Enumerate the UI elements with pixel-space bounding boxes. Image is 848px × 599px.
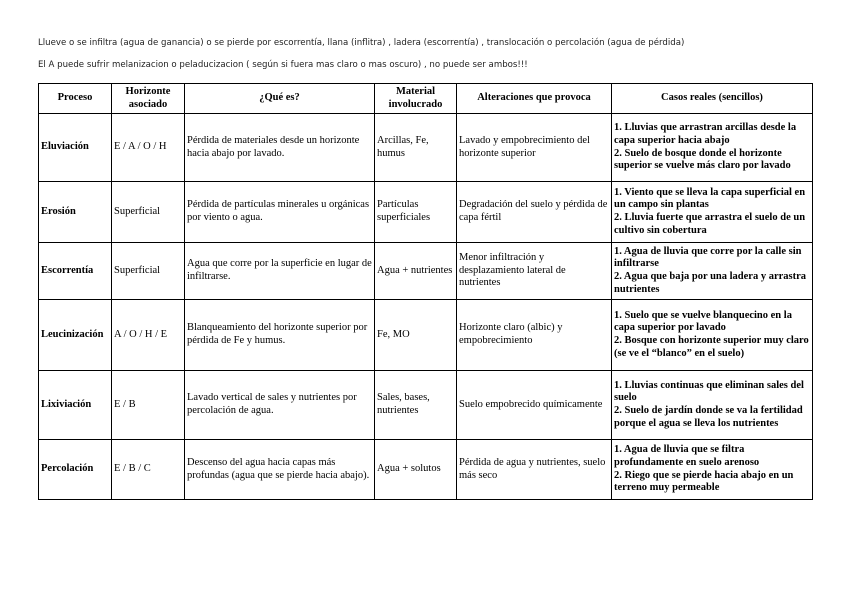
cell-que-es: Lavado vertical de sales y nutrientes por percolación de agua. [185, 371, 375, 440]
cell-alteraciones: Pérdida de agua y nutrientes, suelo más seco [457, 440, 612, 500]
cell-horizonte: E / B / C [112, 440, 185, 500]
cell-que-es: Agua que corre por la superficie en lugar de infiltrarse. [185, 243, 375, 300]
cell-proceso: Lixiviación [39, 371, 112, 440]
cell-alteraciones: Horizonte claro (albic) y empobrecimiento [457, 300, 612, 371]
cell-que-es: Blanqueamiento del horizonte superior por pérdida de Fe y humus. [185, 300, 375, 371]
note-line-2: El A puede sufrir melanizacion o peladucizacion ( según si fuera mas claro o mas oscuro) , no puede ser ambos!!! [38, 60, 528, 70]
header-que-es: ¿Qué es? [185, 84, 375, 114]
cell-horizonte: Superficial [112, 182, 185, 243]
caso-1: 1. Viento que se lleva la capa superficial en un campo sin plantas [614, 186, 806, 211]
cell-casos [612, 371, 813, 440]
cell-material: Partículas superficiales [375, 182, 457, 243]
caso-2: 2. Bosque con horizonte superior muy claro (se ve el “blanco” en el suelo) [614, 335, 809, 359]
header-alteraciones: Alteraciones que provoca [457, 84, 612, 114]
caso-1: 1. Lluvias que arrastran arcillas desde la capa superior hacia abajo [614, 122, 797, 146]
table-row [39, 300, 813, 371]
cell-que-es: Pérdida de materiales desde un horizonte hacia abajo por lavado. [185, 114, 375, 182]
cell-horizonte: A / O / H / E [112, 300, 185, 371]
header-material: Material involucrado [375, 84, 457, 114]
note-line-1: Llueve o se infiltra (agua de ganancia) o se pierde por escorrentía, llana (inflitra) , ladera (escorrentía) , translocación o percolación (agua de pérdida) [38, 38, 685, 48]
header-proceso: Proceso [39, 84, 112, 114]
caso-1: 1. Agua de lluvia que corre por la calle sin infiltrarse [614, 245, 802, 270]
header-horizonte: Horizonte asociado [112, 84, 185, 114]
header-casos: Casos reales (sencillos) [612, 84, 813, 114]
cell-horizonte: E / A / O / H [112, 114, 185, 182]
caso-2: 2. Suelo de bosque donde el horizonte superior se vuelve más claro por lavado [614, 147, 791, 172]
cell-material: Arcillas, Fe, humus [375, 114, 457, 182]
cell-proceso: Escorrentía [39, 243, 112, 300]
cell-horizonte: Superficial [112, 243, 185, 300]
table-row [39, 182, 813, 243]
cell-alteraciones: Lavado y empobrecimiento del horizonte superior [457, 114, 612, 182]
soil-processes-table [38, 83, 813, 500]
cell-alteraciones: Degradación del suelo y pérdida de capa fértil [457, 182, 612, 243]
cell-casos [612, 114, 813, 182]
caso-2: 2. Agua que baja por una ladera y arrastra nutrientes [614, 271, 807, 295]
caso-1: 1. Agua de lluvia que se filtra profundamente en suelo arenoso [614, 444, 760, 468]
cell-proceso: Erosión [39, 182, 112, 243]
cell-horizonte: E / B [112, 371, 185, 440]
cell-alteraciones: Suelo empobrecido químicamente [457, 371, 612, 440]
cell-proceso: Eluviación [39, 114, 112, 182]
cell-que-es: Descenso del agua hacia capas más profundas (agua que se pierde hacia abajo). [185, 440, 375, 500]
cell-que-es: Pérdida de partículas minerales u orgánicas por viento o agua. [185, 182, 375, 243]
cell-proceso: Leucinización [39, 300, 112, 371]
caso-2: 2. Riego que se pierde hacia abajo en un terreno muy permeable [614, 469, 794, 494]
cell-material: Agua + solutos [375, 440, 457, 500]
caso-1: 1. Suelo que se vuelve blanquecino en la capa superior por lavado [614, 309, 792, 334]
caso-1: 1. Lluvias continuas que eliminan sales del suelo [614, 379, 804, 404]
cell-casos [612, 300, 813, 371]
cell-casos [612, 182, 813, 243]
table-row [39, 371, 813, 440]
cell-casos [612, 440, 813, 500]
cell-material: Fe, MO [375, 300, 457, 371]
table-row [39, 114, 813, 182]
cell-alteraciones: Menor infiltración y desplazamiento lateral de nutrientes [457, 243, 612, 300]
cell-proceso: Percolación [39, 440, 112, 500]
table-row [39, 440, 813, 500]
caso-2: 2. Suelo de jardín donde se va la fertilidad porque el agua se lleva los nutrientes [614, 405, 803, 429]
cell-material: Sales, bases, nutrientes [375, 371, 457, 440]
cell-casos [612, 243, 813, 300]
table-header-row [39, 84, 813, 114]
caso-2: 2. Lluvia fuerte que arrastra el suelo de un cultivo sin cobertura [614, 212, 806, 236]
cell-material: Agua + nutrientes [375, 243, 457, 300]
table-row [39, 243, 813, 300]
